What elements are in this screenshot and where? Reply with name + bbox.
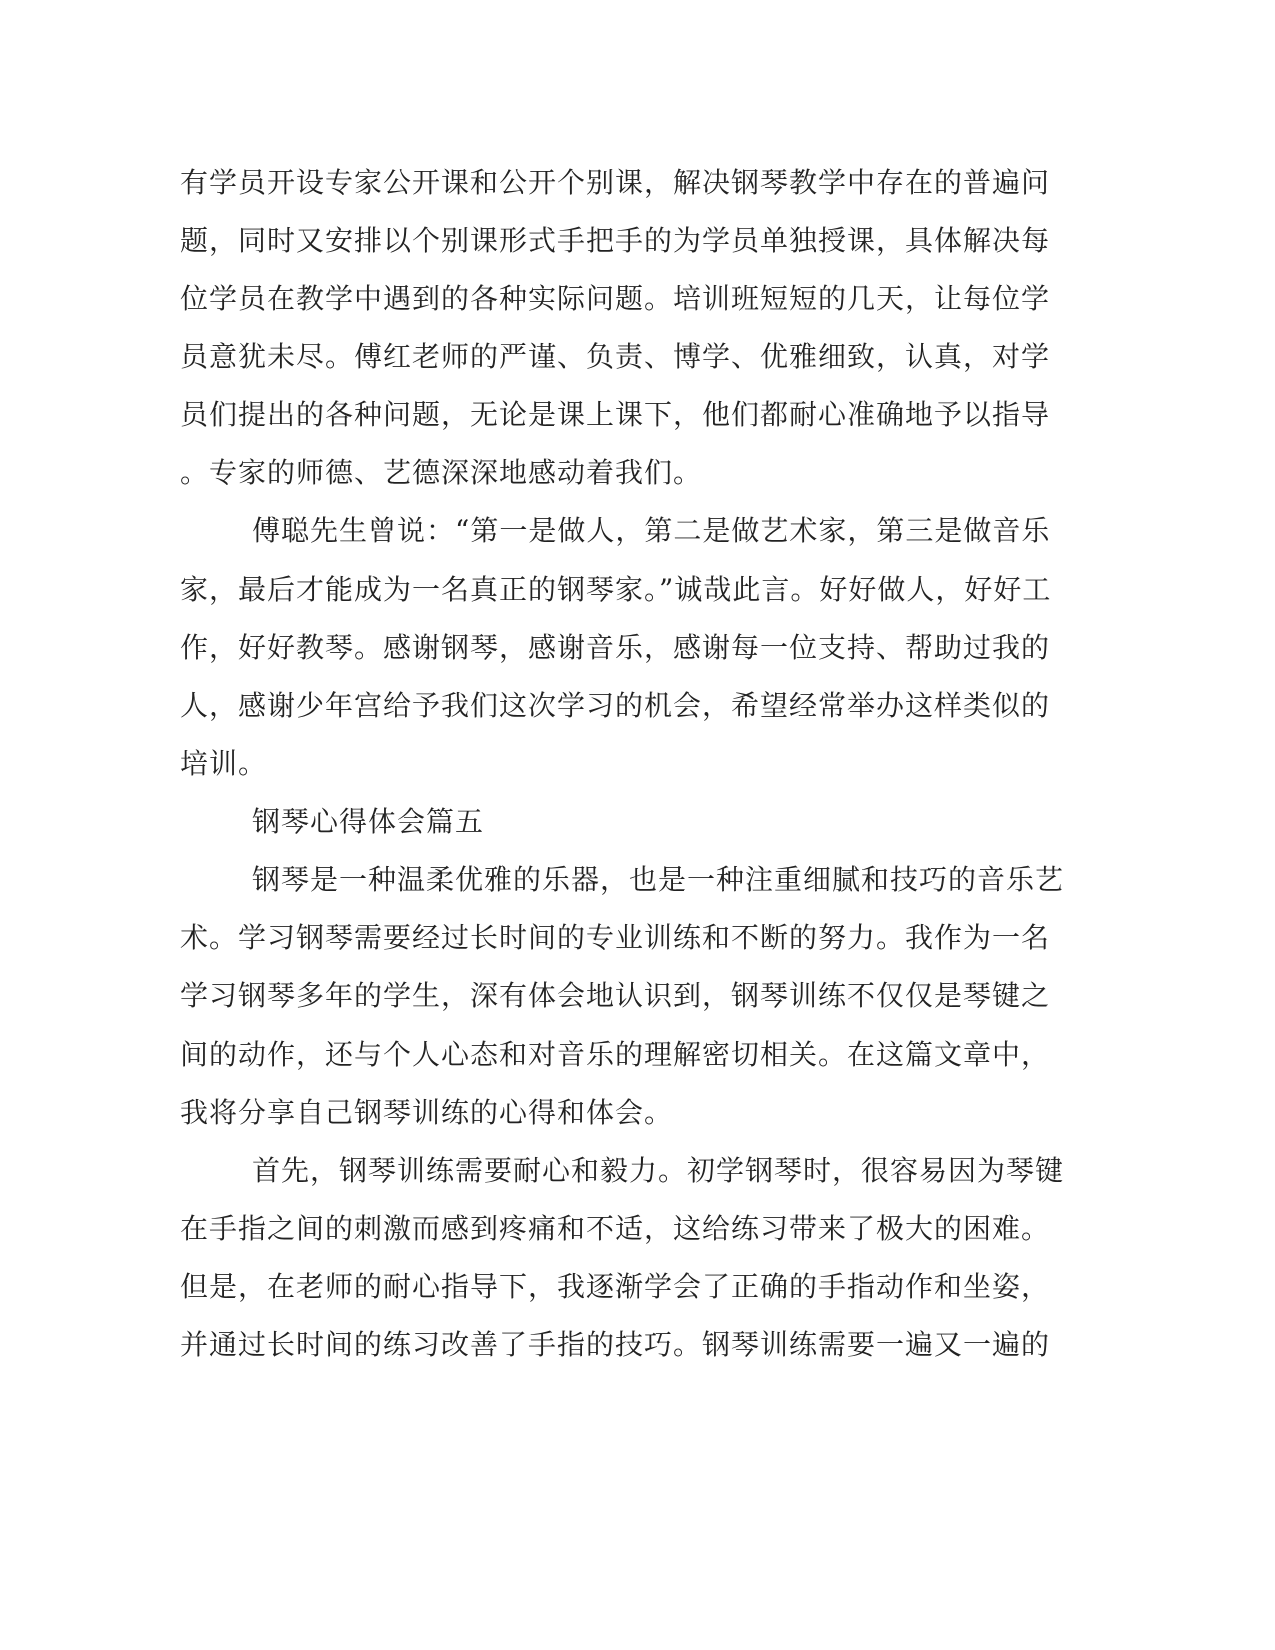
text-line: 学习钢琴多年的学生，深有体会地认识到，钢琴训练不仅仅是琴键之	[180, 979, 1051, 1012]
text-line: 术。学习钢琴需要经过长时间的专业训练和不断的努力。我作为一名	[180, 921, 1051, 954]
text-line: 题，同时又安排以个别课形式手把手的为学员单独授课，具体解决每	[180, 224, 1051, 257]
text-line: 人，感谢少年宫给予我们这次学习的机会，希望经常举办这样类似的	[180, 689, 1051, 722]
text-line: 我将分享自己钢琴训练的心得和体会。	[180, 1096, 674, 1129]
text-line: 但是，在老师的耐心指导下，我逐渐学会了正确的手指动作和坐姿，	[180, 1270, 1051, 1303]
text-line: 有学员开设专家公开课和公开个别课，解决钢琴教学中存在的普遍问	[180, 166, 1051, 199]
text-line: 。专家的师德、艺德深深地感动着我们。	[180, 456, 703, 489]
text-line: 家，最后才能成为一名真正的钢琴家。”诚哉此言。好好做人，好好工	[180, 573, 1052, 606]
text-line: 员意犹未尽。傅红老师的严谨、负责、博学、优雅细致，认真，对学	[180, 340, 1051, 373]
text-line: 培训。	[180, 747, 268, 780]
section-heading: 钢琴心得体会篇五	[252, 805, 485, 838]
text-line: 傅聪先生曾说：“第一是做人，第二是做艺术家，第三是做音乐	[252, 514, 1051, 547]
text-line: 间的动作，还与个人心态和对音乐的理解密切相关。在这篇文章中，	[180, 1038, 1051, 1071]
text-line: 首先，钢琴训练需要耐心和毅力。初学钢琴时，很容易因为琴键	[252, 1154, 1065, 1187]
text-line: 并通过长时间的练习改善了手指的技巧。钢琴训练需要一遍又一遍的	[180, 1328, 1051, 1361]
text-line: 在手指之间的刺激而感到疼痛和不适，这给练习带来了极大的困难。	[180, 1212, 1051, 1245]
text-line: 钢琴是一种温柔优雅的乐器，也是一种注重细腻和技巧的音乐艺	[252, 863, 1065, 896]
text-line: 员们提出的各种问题，无论是课上课下，他们都耐心准确地予以指导	[180, 398, 1051, 431]
text-line: 作，好好教琴。感谢钢琴，感谢音乐，感谢每一位支持、帮助过我的	[180, 631, 1051, 664]
text-line: 位学员在教学中遇到的各种实际问题。培训班短短的几天，让每位学	[180, 282, 1051, 315]
